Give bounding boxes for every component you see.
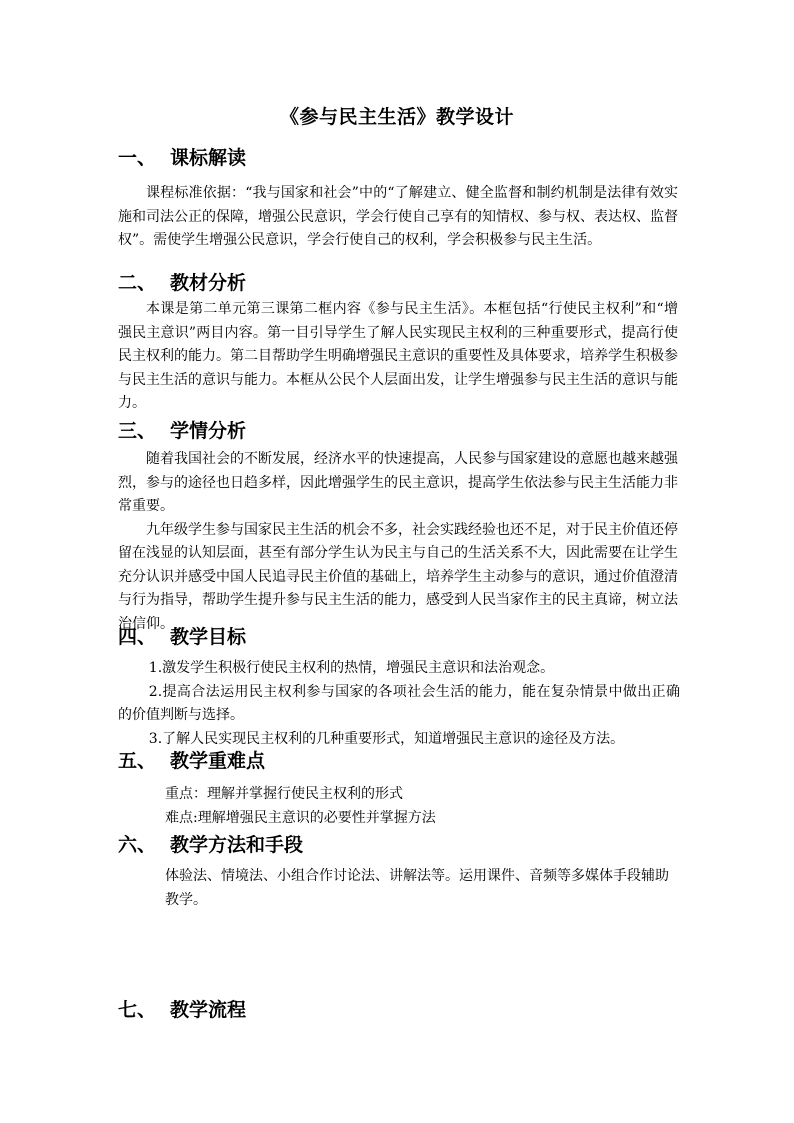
section-heading-curriculum bbox=[118, 145, 246, 171]
section-title: 学情分析 bbox=[170, 420, 247, 442]
section-title: 教学流程 bbox=[170, 999, 247, 1021]
section-heading-student-analysis bbox=[118, 418, 246, 444]
section-title: 教材分析 bbox=[170, 272, 247, 294]
section-body-teaching-goals bbox=[118, 657, 680, 751]
section-number: 四、 bbox=[118, 626, 157, 648]
section-number: 一、 bbox=[118, 147, 157, 169]
section-number: 二、 bbox=[118, 272, 157, 294]
goal-item: 3.了解人民实现民主权利的几种重要形式，知道增强民主意识的途径及方法。 bbox=[148, 730, 625, 747]
difficult-point: 难点:理解增强民主意识的必要性并掌握方法 bbox=[165, 809, 436, 826]
section-body-curriculum bbox=[118, 182, 678, 253]
section-title: 课标解读 bbox=[170, 147, 247, 169]
section-title: 教学重难点 bbox=[170, 750, 266, 772]
paragraph: 随着我国社会的不断发展，经济水平的快速提高，人民参与国家建设的意愿也越来越强烈，参与的途径也日趋多样，因此增强学生的民主意识，提高学生依法参与民主生活能力非常重要。 bbox=[118, 451, 678, 514]
goal-item: 2.提高合法运用民主权利参与国家的各项社会生活的能力，能在复杂情景中做出正确的价值判断与选择。 bbox=[118, 683, 680, 723]
section-number: 七、 bbox=[118, 999, 157, 1021]
paragraph: 体验法、情境法、小组合作讨论法、讲解法等。运用课件、音频等多媒体手段辅助教学。 bbox=[165, 868, 669, 908]
key-point: 重点：理解并掌握行使民主权利的形式 bbox=[165, 786, 403, 802]
section-heading-teaching-process bbox=[118, 997, 246, 1023]
paragraph: 本课是第二单元第三课第二框内容《参与民主生活》。本框包括“行使民主权利”和“增强民主意识”两目内容。第一目引导学生了解人民实现民主权利的三种重要形式，提高行使民主权利的能力。第二目帮助学生明确增强民主意识的重要性及具体要求，培养学生积极参与民主生活的意识与能力。本框从公民个人层面出发，让学生增强参与民主生活的意识与能力。 bbox=[118, 301, 678, 411]
section-heading-textbook-analysis bbox=[118, 270, 246, 296]
section-number: 三、 bbox=[118, 420, 157, 442]
section-body-textbook-analysis bbox=[118, 298, 678, 416]
section-heading-teaching-goals bbox=[118, 624, 246, 650]
paragraph: 九年级学生参与国家民主生活的机会不多，社会实践经验也还不足，对于民主价值还停留在浅显的认知层面，甚至有部分学生认为民主与自己的生活关系不大，因此需要在让学生充分认识并感受中国人民追寻民主价值的基础上，培养学生主动参与的意识，通过价值澄清与行为指导，帮助学生提升参与民主生活的能力，感受到人民当家作主的民主真谛，树立法治信仰。 bbox=[118, 521, 678, 632]
section-number: 六、 bbox=[118, 834, 157, 856]
section-body-student-analysis bbox=[118, 448, 678, 636]
section-title: 教学方法和手段 bbox=[170, 834, 304, 856]
section-heading-key-points bbox=[118, 748, 265, 774]
section-heading-methods bbox=[118, 832, 303, 858]
section-title: 教学目标 bbox=[170, 626, 247, 648]
section-body-key-points bbox=[165, 783, 680, 830]
section-number: 五、 bbox=[118, 750, 157, 772]
paragraph: 课程标准依据：“我与国家和社会”中的“了解建立、健全监督和制约机制是法律有效实施和司法公正的保障，增强公民意识，学会行使自己享有的知情权、参与权、表达权、监督权”。需使学生增强公民意识，学会行使自己的权利，学会积极参与民主生活。 bbox=[118, 185, 678, 248]
section-body-methods bbox=[165, 865, 680, 912]
goal-item: 1.激发学生积极行使民主权利的热情，增强民主意识和法治观念。 bbox=[148, 660, 555, 676]
document-title: 《参与民主生活》教学设计 bbox=[279, 106, 514, 128]
